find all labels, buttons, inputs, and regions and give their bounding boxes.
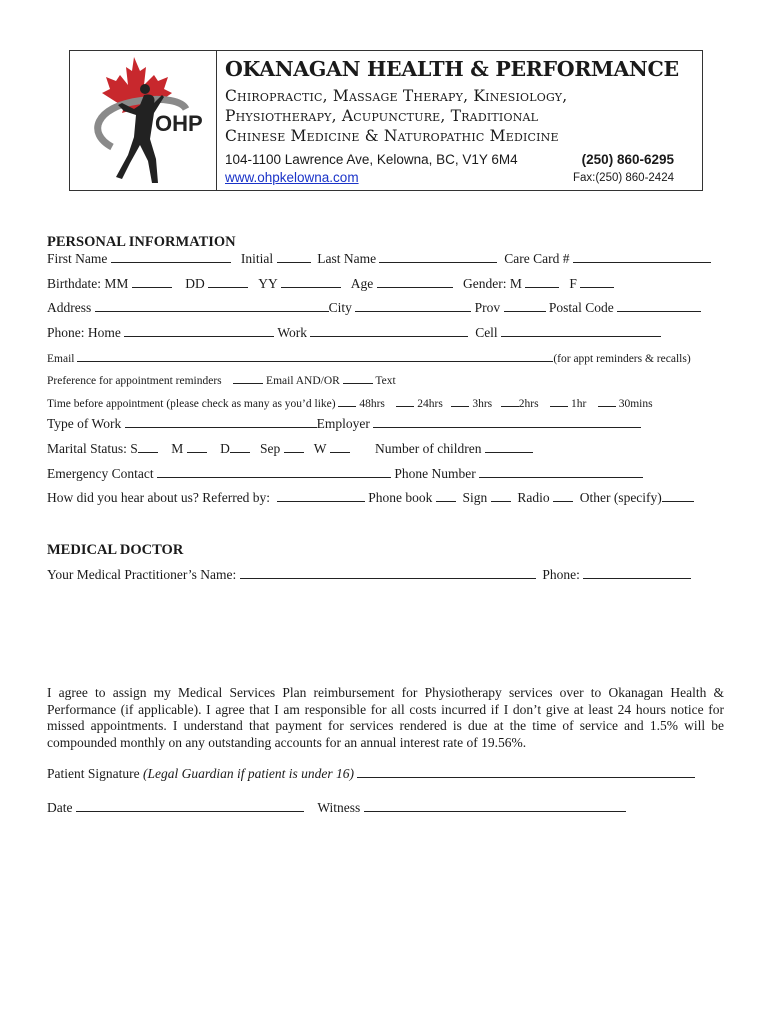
birthdate-mm-field[interactable]	[132, 276, 172, 288]
time-2hrs-checkbox[interactable]	[501, 395, 519, 407]
gender-m-field[interactable]	[525, 276, 559, 288]
ohp-logo	[78, 55, 216, 187]
employer-label: Employer	[316, 416, 370, 431]
practitioner-row	[47, 567, 691, 583]
phone-book-field[interactable]	[436, 490, 456, 502]
children-group	[375, 441, 533, 457]
radio-label: Radio	[517, 490, 550, 505]
type-of-work-label: Type of Work	[47, 416, 122, 431]
first-name-label: First Name	[47, 251, 108, 266]
phone-row	[47, 325, 661, 341]
signature-row	[47, 766, 695, 782]
marital-m-label: M	[171, 441, 184, 456]
email-field[interactable]	[77, 350, 553, 362]
time-30mins-checkbox[interactable]	[598, 395, 616, 407]
care-card-field[interactable]	[573, 251, 711, 263]
work-phone-field[interactable]	[310, 325, 468, 337]
gender-f-field[interactable]	[580, 276, 614, 288]
care-card-label: Care Card #	[504, 251, 570, 266]
name-row	[47, 251, 711, 267]
agreement-paragraph: I agree to assign my Medical Services Plan reimbursement for Physiotherapy services over to Okanagan Health & Performance (if applicable). I agree that I am responsible for all costs incurred if I don’t give at least 24 hours notice for missed appointments. I understand that payment for services rendered is due at the time of service and 1.5% will be compounded monthly on any outstanding accounts for an annual interest rate of 19.56%.	[47, 685, 724, 750]
marital-d-field[interactable]	[230, 441, 250, 453]
cell-field[interactable]	[501, 325, 661, 337]
time-1hr-checkbox[interactable]	[550, 395, 568, 407]
marital-sep-field[interactable]	[284, 441, 304, 453]
address-field[interactable]	[95, 300, 329, 312]
last-name-label: Last Name	[317, 251, 377, 266]
date-field[interactable]	[76, 800, 304, 812]
reminder-pref-row	[47, 372, 396, 387]
clinic-name: OKANAGAN HEALTH & PERFORMANCE	[225, 57, 679, 81]
postal-code-field[interactable]	[617, 300, 701, 312]
referred-by-field[interactable]	[277, 490, 365, 502]
practitioner-field[interactable]	[240, 567, 536, 579]
date-witness-row	[47, 800, 626, 816]
email-note: (for appt reminders & recalls)	[553, 353, 691, 365]
practitioner-label: Your Medical Practitioner’s Name:	[47, 567, 237, 582]
time-before-row	[47, 395, 653, 410]
marital-row	[47, 441, 350, 457]
time-48hrs-checkbox[interactable]	[338, 395, 356, 407]
date-label: Date	[47, 800, 73, 815]
city-field[interactable]	[355, 300, 471, 312]
other-field[interactable]	[662, 490, 694, 502]
services-line-3: Chinese Medicine & Naturopathic Medicine	[225, 127, 559, 145]
letterhead-divider	[216, 51, 217, 190]
sign-label: Sign	[462, 490, 488, 505]
clinic-website-link[interactable]: www.ohpkelowna.com	[225, 170, 359, 185]
patient-signature-field[interactable]	[357, 766, 695, 778]
marital-m-field[interactable]	[187, 441, 207, 453]
doctor-phone-label: Phone:	[542, 567, 580, 582]
witness-field[interactable]	[364, 800, 626, 812]
marital-d-label: D	[220, 441, 230, 456]
age-field[interactable]	[377, 276, 453, 288]
phone-home-field[interactable]	[124, 325, 274, 337]
marital-s-field[interactable]	[138, 441, 158, 453]
time-before-label: Time before appointment (please check as many as you’d like)	[47, 398, 336, 410]
time-3hrs-checkbox[interactable]	[451, 395, 469, 407]
last-name-field[interactable]	[379, 251, 497, 263]
emergency-phone-field[interactable]	[479, 466, 643, 478]
radio-field[interactable]	[553, 490, 573, 502]
work-phone-label: Work	[277, 325, 308, 340]
personal-info-heading: PERSONAL INFORMATION	[47, 234, 236, 250]
guardian-note: (Legal Guardian if patient is under 16)	[142, 766, 354, 781]
logo-text: OHP	[155, 111, 203, 136]
phone-book-label: Phone book	[368, 490, 433, 505]
marital-w-label: W	[313, 441, 327, 456]
cell-label: Cell	[475, 325, 498, 340]
postal-code-label: Postal Code	[548, 300, 614, 315]
birthdate-dd-field[interactable]	[208, 276, 248, 288]
birthdate-mm-label: Birthdate: MM	[47, 276, 129, 291]
num-children-field[interactable]	[485, 441, 533, 453]
initial-field[interactable]	[277, 251, 311, 263]
prov-field[interactable]	[504, 300, 546, 312]
clinic-address: 104-1100 Lawrence Ave, Kelowna, BC, V1Y 6M4	[225, 152, 518, 167]
gender-group	[463, 276, 614, 292]
doctor-phone-field[interactable]	[583, 567, 691, 579]
address-label: Address	[47, 300, 92, 315]
gender-f-label: F	[569, 276, 577, 291]
marital-s-label: Marital Status: S	[47, 441, 138, 456]
referral-row	[47, 490, 694, 506]
sign-field[interactable]	[491, 490, 511, 502]
emergency-contact-field[interactable]	[157, 466, 391, 478]
reminder-text-label: Text	[375, 375, 396, 387]
clinic-fax: Fax:(250) 860-2424	[572, 172, 674, 184]
phone-home-label: Phone: Home	[47, 325, 121, 340]
age-label: Age	[350, 276, 374, 291]
num-children-label: Number of children	[375, 441, 482, 456]
email-row	[47, 350, 691, 365]
birthdate-row	[47, 276, 453, 292]
services-line-2: Physiotherapy, Acupuncture, Traditional	[225, 107, 539, 125]
athlete-figure-icon	[116, 94, 164, 183]
birthdate-yy-field[interactable]	[281, 276, 341, 288]
type-of-work-field[interactable]	[125, 416, 317, 428]
time-48hrs-label: 48hrs	[359, 398, 385, 410]
gender-m-label: Gender: M	[463, 276, 522, 291]
address-row	[47, 300, 701, 316]
birthdate-yy-label: YY	[258, 276, 278, 291]
time-24hrs-checkbox[interactable]	[396, 395, 414, 407]
birthdate-dd-label: DD	[185, 276, 205, 291]
reminder-email-checkbox[interactable]	[233, 372, 263, 384]
services-line-1: Chiropractic, Massage Therapy, Kinesiology,	[225, 87, 568, 105]
time-1hr-label: 1hr	[570, 398, 587, 410]
reminder-pref-label: Preference for appointment reminders	[47, 375, 222, 387]
reminder-email-label: Email AND/OR	[266, 375, 340, 387]
referral-label: How did you hear about us? Referred by:	[47, 490, 271, 505]
clinic-phone: (250) 860-6295	[581, 152, 674, 167]
medical-doctor-heading: MEDICAL DOCTOR	[47, 542, 184, 558]
marital-w-field[interactable]	[330, 441, 350, 453]
emergency-contact-label: Emergency Contact	[47, 466, 154, 481]
employer-field[interactable]	[373, 416, 641, 428]
emergency-row	[47, 466, 643, 482]
time-24hrs-label: 24hrs	[417, 398, 443, 410]
time-2hrs-label: 2hrs	[518, 398, 539, 410]
figure-head-icon	[140, 84, 150, 94]
emergency-phone-label: Phone Number	[394, 466, 476, 481]
marital-sep-label: Sep	[260, 441, 281, 456]
patient-signature-label: Patient Signature	[47, 766, 140, 781]
prov-label: Prov	[474, 300, 501, 315]
work-row	[47, 416, 641, 432]
time-3hrs-label: 3hrs	[472, 398, 493, 410]
email-label: Email	[47, 353, 75, 365]
city-label: City	[328, 300, 352, 315]
time-30mins-label: 30mins	[618, 398, 653, 410]
initial-label: Initial	[240, 251, 274, 266]
witness-label: Witness	[317, 800, 361, 815]
reminder-text-checkbox[interactable]	[343, 372, 373, 384]
other-label: Other (specify)	[579, 490, 662, 505]
first-name-field[interactable]	[111, 251, 231, 263]
